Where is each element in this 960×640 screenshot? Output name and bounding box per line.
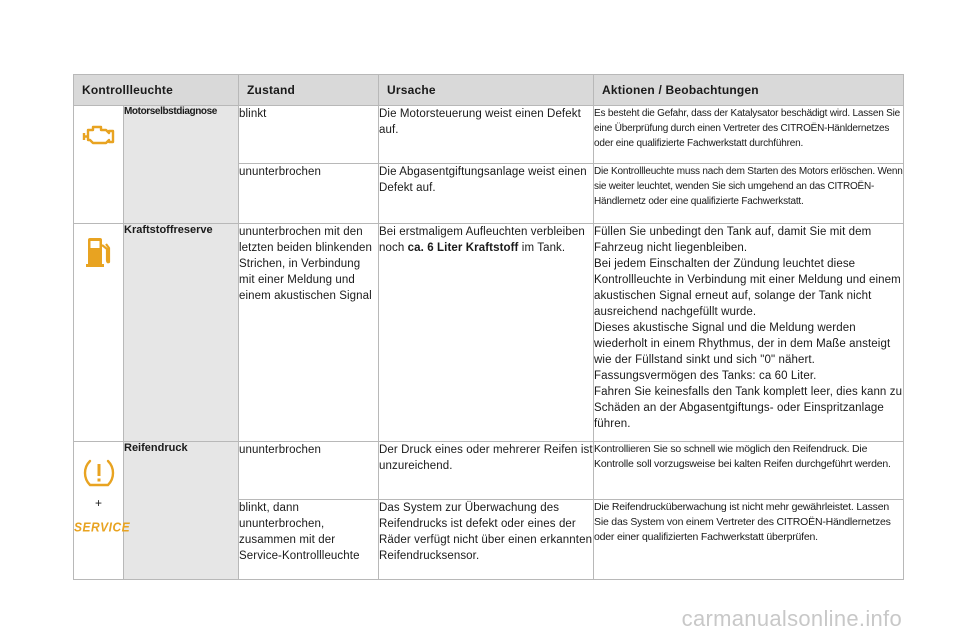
engine-cause-2: Die Abgasentgiftungsanlage weist einen Defekt auf. — [379, 164, 594, 224]
tire-state-1: ununterbrochen — [239, 442, 379, 500]
plus-sign: + — [94, 496, 102, 510]
fuel-action-line: Bei jedem Einschalten der Zündung leuchtet diese Kontrollleuchte in Verbindung mit einer Meldung und einem akustischen Signal erneut auf, solange der Tank nicht ausreichend nachgefüllt wurde. — [594, 258, 901, 318]
header-ursache: Ursache — [379, 75, 594, 106]
engine-name: Motorselbstdiagnose — [124, 106, 239, 224]
watermark: carmanualsonline.info — [681, 606, 902, 631]
tire-state-2: blinkt, dann ununterbrochen, zusammen mit der Service-Kontrollleuchte — [239, 500, 379, 580]
table-row — [74, 442, 904, 500]
tire-cause-1: Der Druck eines oder mehrerer Reifen ist unzureichend. — [379, 442, 594, 500]
tire-cause-2: Das System zur Überwachung des Reifendrucks ist defekt oder eines der Räder verfügt nicht über einen erkannten Reifendrucksensor. — [379, 500, 594, 580]
engine-action-1: Es besteht die Gefahr, dass der Katalysator beschädigt wird. Lassen Sie eine Überprüfung durch einen Vertreter des CITROËN-Hänldernetzes oder eine qualifizierte Fachwerkstatt durchführen. — [594, 106, 904, 164]
engine-state-1: blinkt — [239, 106, 379, 164]
table-row — [74, 224, 904, 442]
engine-warning-icon — [82, 122, 116, 148]
fuel-pump-icon — [86, 236, 112, 268]
engine-icon-cell — [74, 106, 124, 224]
table-row — [74, 106, 904, 164]
fuel-cause: Bei erstmaligem Aufleuchten verbleiben noch ca. 6 Liter Kraftstoff im Tank. — [379, 224, 594, 442]
fuel-action-line: Füllen Sie unbedingt den Tank auf, damit Sie mit dem Fahrzeug nicht liegenbleiben. — [594, 226, 872, 254]
fuel-name: Kraftstoffreserve — [124, 224, 239, 442]
fuel-state: ununterbrochen mit den letzten beiden blinkenden Strichen, in Verbindung mit einer Meldung und einem akustischen Signal — [239, 224, 379, 442]
tire-icon-cell — [74, 442, 131, 580]
tire-pressure-warning-icon — [83, 458, 115, 488]
fuel-action-line: Fassungsvermögen des Tanks: ca 60 Liter. — [594, 370, 817, 382]
engine-cause-1: Die Motorsteuerung weist einen Defekt auf. — [379, 106, 594, 164]
fuel-action — [594, 224, 904, 442]
warning-lights-table — [73, 74, 904, 580]
header-zustand: Zustand — [239, 75, 379, 106]
engine-state-2: ununterbrochen — [239, 164, 379, 224]
tire-action-2: Die Reifendrucküberwachung ist nicht mehr gewährleistet. Lassen Sie das System von einem Vertreter des CITROËN-Händlernetzes oder einer qualifizierten Fachwerkstatt überprüfen. — [594, 500, 904, 580]
fuel-action-line: Fahren Sie keinesfalls den Tank komplett leer, dies kann zu Schäden an der Abgasentgiftungs- oder Einspritzanlage führen. — [594, 386, 903, 430]
tire-action-1: Kontrollieren Sie so schnell wie möglich den Reifendruck. Die Kontrolle soll vorzugsweise bei kalten Reifen durchgeführt werden. — [594, 442, 904, 500]
table-header-row — [74, 75, 904, 106]
tire-name: Reifendruck — [124, 442, 239, 580]
fuel-icon-cell — [74, 224, 124, 442]
header-aktionen: Aktionen / Beobachtungen — [594, 75, 904, 106]
engine-action-2: Die Kontrollleuchte muss nach dem Starten des Motors erlöschen. Wenn sie weiter leuchtet, wenden Sie sich umgehend an das CITROËN-Händlernetz oder eine qualifizierte Fachwerkstatt. — [594, 164, 904, 224]
header-kontrollleuchte: Kontrollleuchte — [74, 75, 239, 106]
service-warning-icon: SERVICE — [74, 519, 131, 535]
fuel-action-line: Dieses akustische Signal und die Meldung werden wiederholt in einem Rhythmus, der in dem Maße ansteigt wie der Füllstand sinkt und sich "0" nähert. — [594, 322, 891, 366]
